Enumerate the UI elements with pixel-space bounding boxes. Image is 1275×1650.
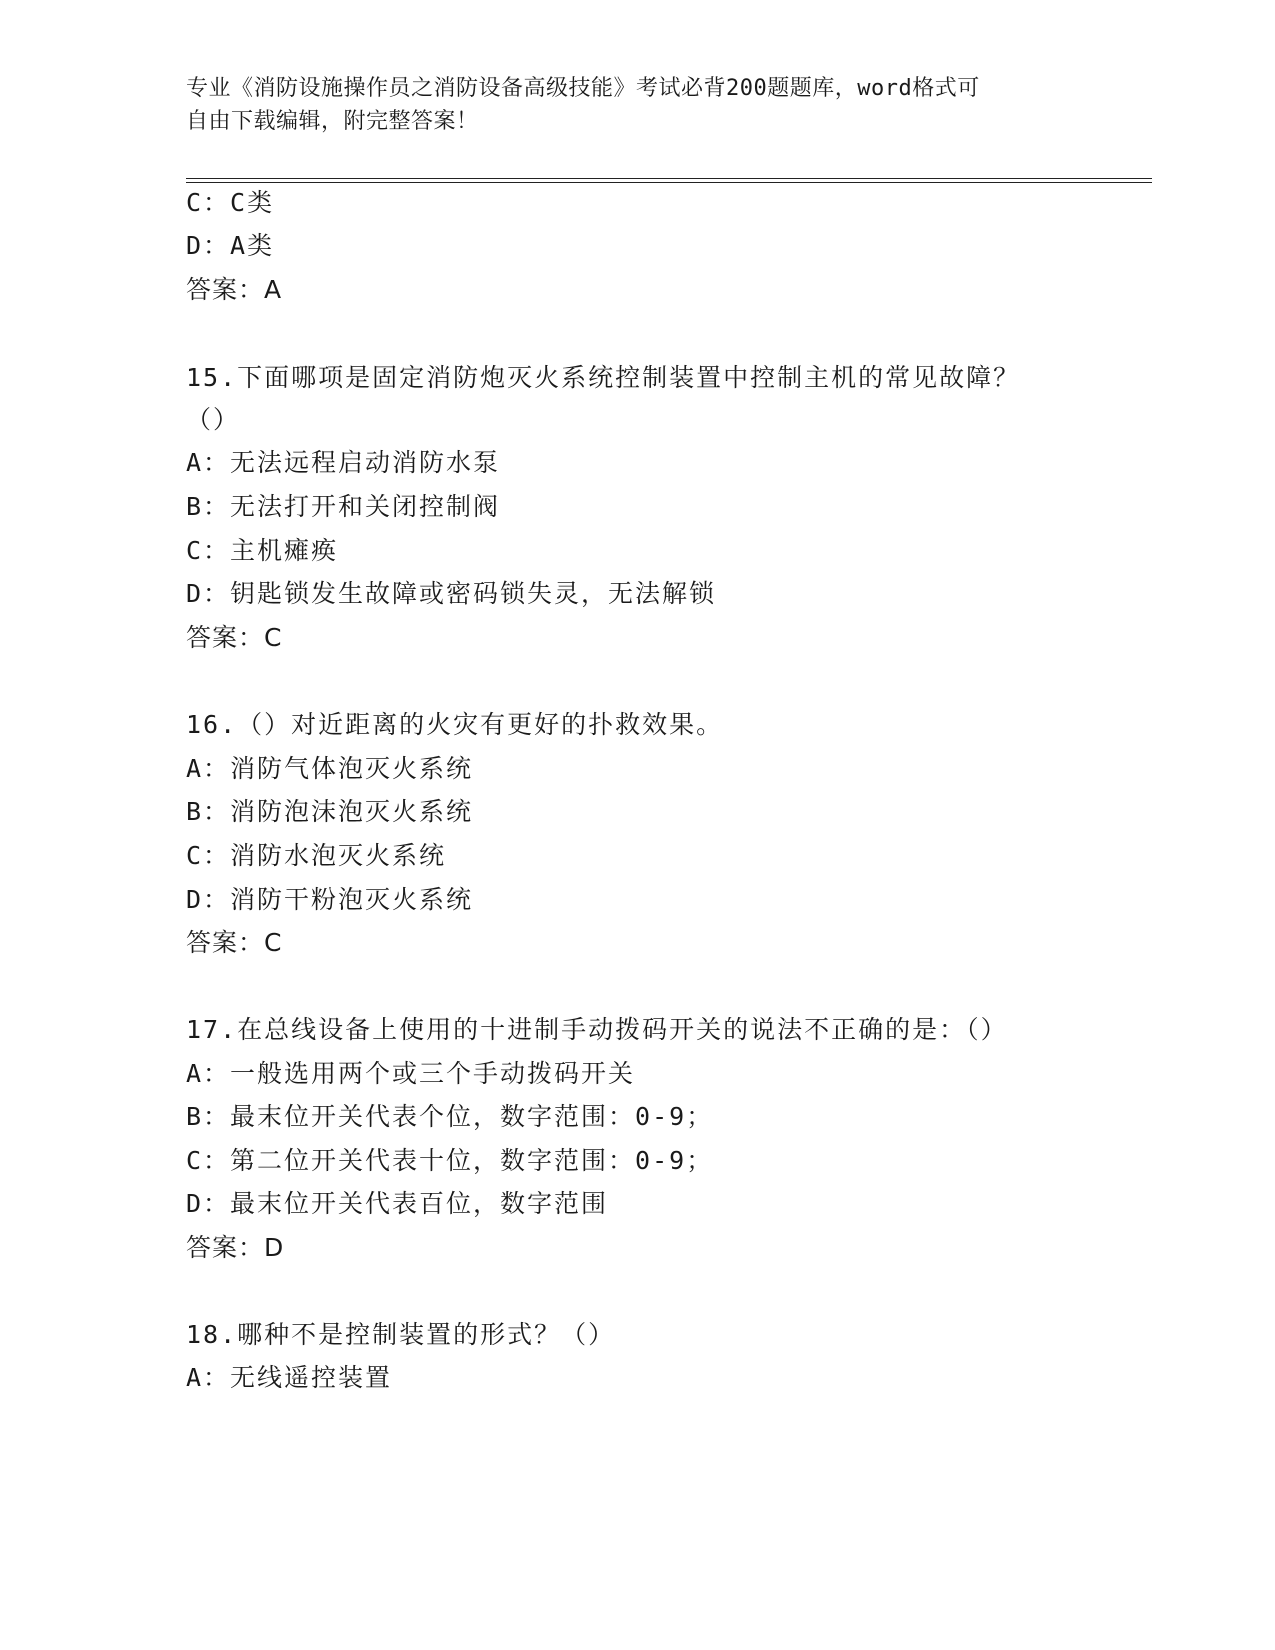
q18-stem: 18.哪种不是控制装置的形式？（）: [186, 1320, 616, 1349]
q16-option-d: D：消防干粉泡灭火系统: [186, 885, 474, 914]
q16-option-c: C：消防水泡灭火系统: [186, 841, 447, 870]
q17-option-b: B：最末位开关代表个位，数字范围：0-9；: [186, 1102, 714, 1131]
q17-answer: 答案：D: [186, 1233, 285, 1262]
header-line-2: 自由下载编辑，附完整答案！: [186, 109, 479, 134]
header-divider: [186, 178, 1152, 183]
q17-option-d: D：最末位开关代表百位，数字范围: [186, 1189, 609, 1218]
q14-answer: 答案：A: [186, 275, 283, 304]
q14-option-d: D：A类: [186, 231, 275, 260]
q15-option-b: B：无法打开和关闭控制阀: [186, 492, 501, 521]
q18-option-a: A：无线遥控装置: [186, 1363, 393, 1392]
q15-option-c: C：主机瘫痪: [186, 536, 339, 565]
header-line-1: 专业《消防设施操作员之消防设备高级技能》考试必背200题题库，word格式可: [186, 76, 980, 101]
q14-option-c: C：C类: [186, 188, 275, 217]
q17-stem: 17.在总线设备上使用的十进制手动拨码开关的说法不正确的是：（）: [186, 1015, 1008, 1044]
q15-stem-line-1: 15.下面哪项是固定消防炮灭火系统控制装置中控制主机的常见故障？: [186, 363, 1021, 392]
q17-option-c: C：第二位开关代表十位，数字范围：0-9；: [186, 1146, 714, 1175]
q15-option-d: D：钥匙锁发生故障或密码锁失灵，无法解锁: [186, 579, 717, 608]
q16-option-a: A：消防气体泡灭火系统: [186, 754, 474, 783]
document-header: [186, 72, 1066, 138]
q15-option-a: A：无法远程启动消防水泵: [186, 448, 501, 477]
q17-option-a: A：一般选用两个或三个手动拨码开关: [186, 1059, 636, 1088]
q16-answer: 答案：C: [186, 928, 283, 957]
q15-answer: 答案：C: [186, 623, 283, 652]
q16-stem: 16.（）对近距离的火灾有更好的扑救效果。: [186, 710, 724, 739]
q16-option-b: B：消防泡沫泡灭火系统: [186, 797, 474, 826]
q15-stem-line-2: （）: [186, 405, 241, 434]
